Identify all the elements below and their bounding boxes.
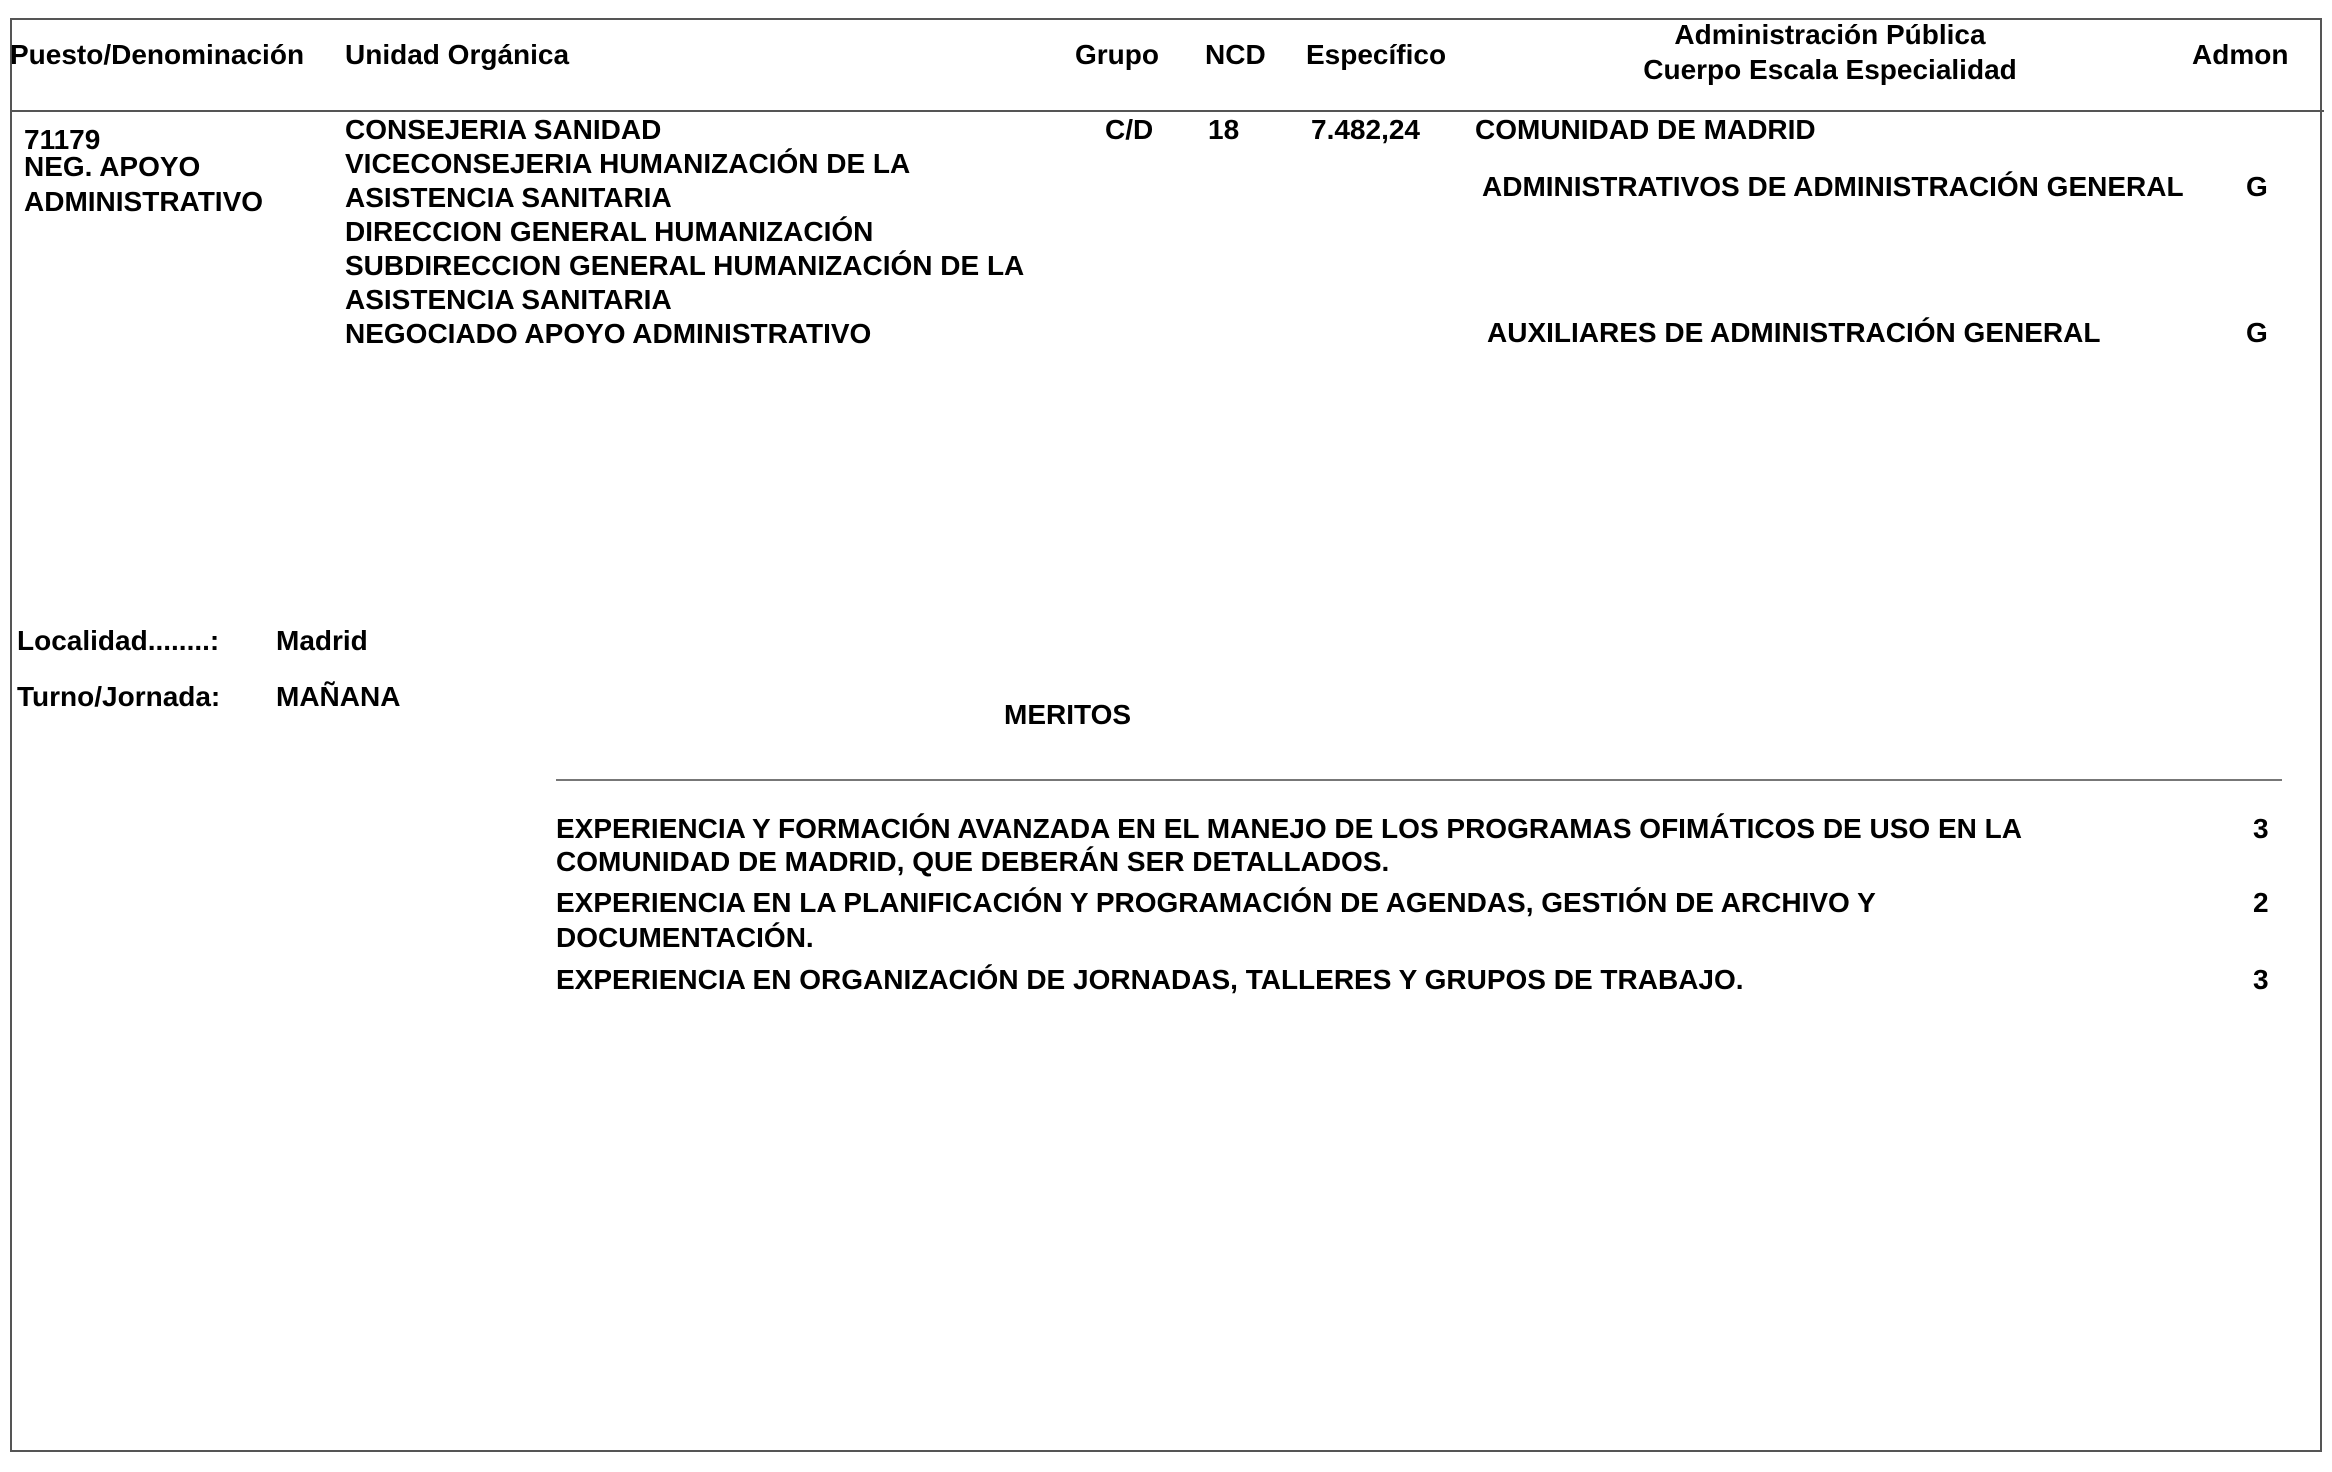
header-grupo: Grupo — [1075, 39, 1159, 70]
puesto-numero: 71179 — [24, 124, 101, 155]
localidad-value: Madrid — [276, 625, 368, 656]
administracion-value: COMUNIDAD DE MADRID — [1475, 114, 1816, 145]
merito-line: EXPERIENCIA EN ORGANIZACIÓN DE JORNADAS, TALLERES Y GRUPOS DE TRABAJO. — [556, 964, 1744, 995]
puesto-denominacion-line2: ADMINISTRATIVO — [24, 186, 264, 217]
merito-points: 3 — [2253, 964, 2269, 995]
header-divider — [10, 110, 2324, 112]
header-puesto: Puesto/Denominación — [10, 39, 305, 70]
unidad-line: DIRECCION GENERAL HUMANIZACIÓN — [345, 216, 874, 247]
cuerpo-admon: G — [2246, 171, 2268, 202]
unidad-line: NEGOCIADO APOYO ADMINISTRATIVO — [345, 318, 872, 349]
unidad-line: ASISTENCIA SANITARIA — [345, 182, 672, 213]
puesto-denominacion-line1: NEG. APOYO — [24, 151, 201, 182]
merito-line: EXPERIENCIA Y FORMACIÓN AVANZADA EN EL MANEJO DE LOS PROGRAMAS OFIMÁTICOS DE USO EN LA — [556, 813, 2022, 844]
merito-points: 3 — [2253, 813, 2269, 844]
especifico-value: 7.482,24 — [1311, 114, 1420, 145]
unidad-line: SUBDIRECCION GENERAL HUMANIZACIÓN DE LA — [345, 250, 1025, 281]
header-especifico: Específico — [1306, 39, 1447, 70]
unidad-line: VICECONSEJERIA HUMANIZACIÓN DE LA — [345, 148, 911, 179]
header-unidad: Unidad Orgánica — [345, 39, 570, 70]
merito-line: DOCUMENTACIÓN. — [556, 922, 814, 953]
merito-points: 2 — [2253, 887, 2269, 918]
cuerpo-name: AUXILIARES DE ADMINISTRACIÓN GENERAL — [1487, 317, 2101, 348]
turno-label: Turno/Jornada: — [17, 681, 221, 712]
header-ncd: NCD — [1205, 39, 1266, 70]
header-admon: Admon — [2192, 39, 2289, 70]
cuerpo-admon: G — [2246, 317, 2268, 348]
header-cuerpo-escala: Cuerpo Escala Especialidad — [1643, 54, 2017, 85]
meritos-title: MERITOS — [1004, 699, 1132, 730]
unidad-line: ASISTENCIA SANITARIA — [345, 284, 672, 315]
localidad-label: Localidad........: — [17, 625, 220, 656]
unidad-line: CONSEJERIA SANIDAD — [345, 114, 662, 145]
turno-value: MAÑANA — [276, 681, 401, 712]
cuerpo-name: ADMINISTRATIVOS DE ADMINISTRACIÓN GENERAL — [1482, 171, 2184, 202]
merito-line: EXPERIENCIA EN LA PLANIFICACIÓN Y PROGRAMACIÓN DE AGENDAS, GESTIÓN DE ARCHIVO Y — [556, 887, 1876, 918]
meritos-divider — [556, 779, 2282, 781]
ncd-value: 18 — [1208, 114, 1240, 145]
grupo-value: C/D — [1105, 114, 1154, 145]
merito-line: COMUNIDAD DE MADRID, QUE DEBERÁN SER DETALLADOS. — [556, 846, 1390, 877]
header-admin-publica: Administración Pública — [1674, 19, 1986, 50]
